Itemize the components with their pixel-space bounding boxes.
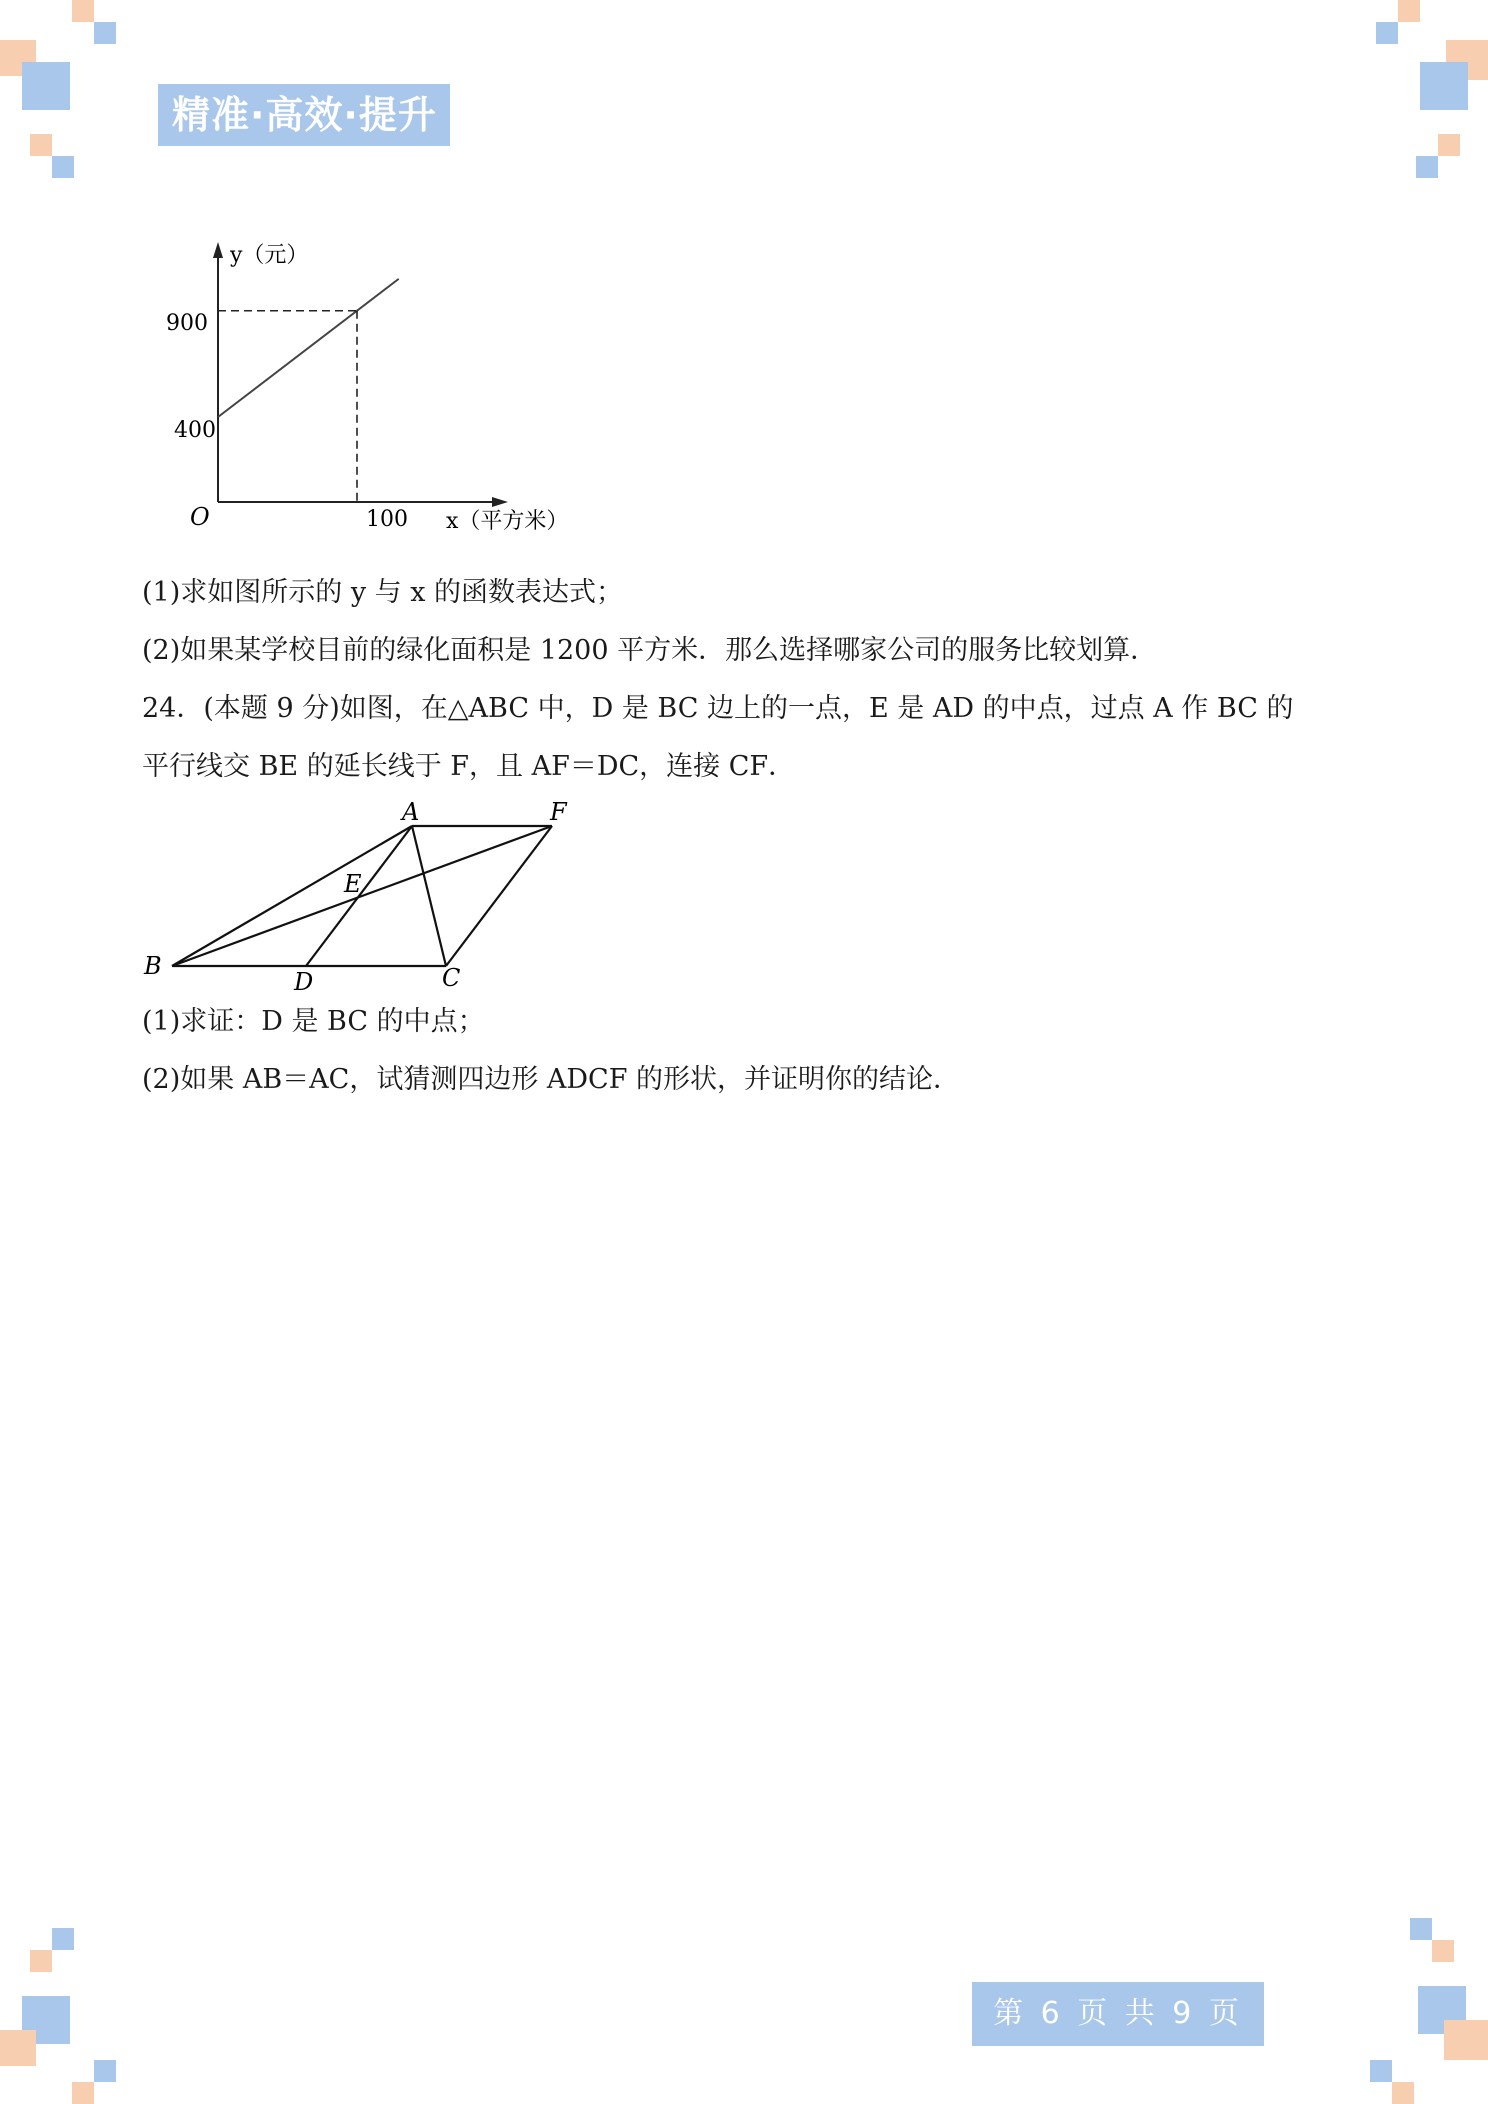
segment-ab: [172, 826, 412, 966]
label-c: C: [442, 964, 461, 992]
label-f: F: [550, 798, 567, 826]
label-a: A: [402, 798, 420, 826]
q23-part1: (1)求如图所示的 y 与 x 的函数表达式；: [142, 577, 624, 608]
x-axis-label: x（平方米）: [446, 509, 569, 534]
segment-cf: [446, 826, 552, 966]
label-e: E: [344, 870, 362, 898]
geometry-figure: [140, 796, 580, 996]
page-number-badge: 第 6 页 共 9 页: [972, 1982, 1264, 2046]
origin-label: O: [190, 503, 210, 531]
segment-ac: [412, 826, 446, 966]
geometry-svg: [140, 796, 580, 996]
q24-stem-line1: 24．(本题 9 分)如图，在△ABC 中，D 是 BC 边上的一点，E 是 AD 的中点，过点 A 作 BC 的: [142, 693, 1294, 724]
segment-bf: [172, 826, 552, 966]
label-b: B: [144, 952, 162, 980]
q24-part1: (1)求证：D 是 BC 的中点；: [142, 1006, 485, 1037]
function-graph: [150, 240, 570, 540]
q24-stem-line2: 平行线交 BE 的延长线于 F，且 AF＝DC，连接 CF．: [142, 751, 796, 782]
header-badge: 精准·高效·提升: [158, 84, 450, 146]
y-axis-label: y（元）: [230, 243, 309, 268]
q24-part2: (2)如果 AB＝AC，试猜测四边形 ADCF 的形状，并证明你的结论．: [142, 1064, 961, 1095]
y-tick-400: 400: [174, 418, 216, 443]
x-axis-arrow: [492, 497, 508, 507]
y-axis-arrow: [213, 242, 223, 258]
series-line: [218, 279, 399, 417]
x-tick-100: 100: [366, 507, 408, 532]
q23-part2: (2)如果某学校目前的绿化面积是 1200 平方米．那么选择哪家公司的服务比较划算．: [142, 635, 1158, 666]
y-tick-900: 900: [166, 311, 208, 336]
label-d: D: [294, 968, 314, 996]
function-graph-svg: [150, 240, 570, 540]
